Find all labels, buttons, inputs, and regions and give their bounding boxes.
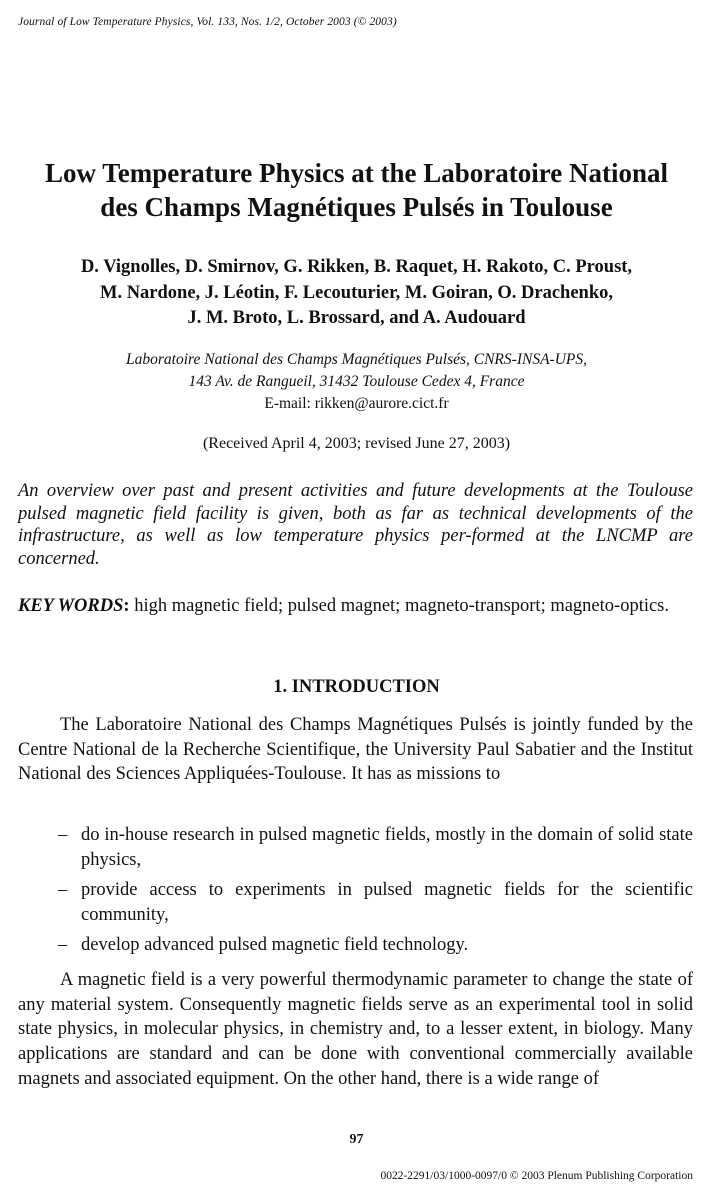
affiliation-line-1: Laboratoire National des Champs Magnétiques Pulsés, CNRS-INSA-UPS, <box>126 351 587 368</box>
keywords <box>18 595 693 619</box>
list-dash: – <box>58 825 68 845</box>
mission-text: do in-house research in pulsed magnetic fields, mostly in the domain of solid state physics, <box>81 825 693 870</box>
affiliation-line-2: 143 Av. de Rangueil, 31432 Toulouse Cedex 4, France <box>188 373 525 390</box>
author-line-3: J. M. Broto, L. Brossard, and A. Audouard <box>187 308 526 328</box>
list-dash: – <box>58 879 68 900</box>
author-line-2: M. Nardone, J. Léotin, F. Lecouturier, M. Goiran, O. Drachenko, <box>99 282 613 303</box>
paper-title <box>0 156 713 224</box>
keywords-text: high magnetic field; pulsed magnet; magneto-transport; magneto-optics. <box>129 596 670 616</box>
keywords-colon: : <box>123 596 130 616</box>
mission-item <box>58 823 693 872</box>
intro-paragraph-1: The Laboratoire National des Champs Magnétiques Pulsés is jointly funded by the Centre National de la Recherche Scientifique, the University Paul Sabatier and the Institut National des Sciences Appliquées-Toulouse. It has as missions to <box>18 715 693 785</box>
received-dates: (Received April 4, 2003; revised June 27, 2003) <box>202 435 511 452</box>
intro-paragraph-2: A magnetic field is a very powerful thermodynamic parameter to change the state of any material system. Consequently magnetic fields serve as an experimental tool in solid state physics, in molecular physics, in chemistry and, to a lesser extent, in biology. Many applications are standard and can be done with conventional commercially available magnets and associated equipment. On the other hand, there is a wide range of <box>18 970 693 1089</box>
abstract: An overview over past and present activities and future developments at the Toulouse pulsed magnetic field facility is given, both as far as technical developments of the infrastructure, as well as low temperature physics per-formed at the LNCMP are concerned. <box>18 481 693 569</box>
journal-citation: Journal of Low Temperature Physics, Vol. 133, Nos. 1/2, October 2003 (© 2003) <box>18 16 397 28</box>
mission-list <box>58 823 693 963</box>
section-heading-introduction: 1. INTRODUCTION <box>273 677 440 697</box>
author-line-1: D. Vignolles, D. Smirnov, G. Rikken, B. Raquet, H. Rakoto, C. Proust, <box>80 257 633 277</box>
author-list <box>0 255 713 332</box>
page-number: 97 <box>349 1132 364 1147</box>
affiliation-block <box>0 349 713 415</box>
list-dash: – <box>58 934 68 955</box>
contact-email: E-mail: rikken@aurore.cict.fr <box>264 395 449 412</box>
mission-item <box>58 933 693 958</box>
paper-title-line-1: Low Temperature Physics at the Laboratoire National <box>45 158 668 188</box>
mission-text: develop advanced pulsed magnetic field technology. <box>81 934 469 955</box>
mission-text: provide access to experiments in pulsed magnetic fields for the scientific community, <box>81 879 693 925</box>
paper-title-line-2: des Champs Magnétiques Pulsés in Toulouse <box>100 192 613 222</box>
mission-item <box>58 878 693 927</box>
copyright-notice: 0022-2291/03/1000-0097/0 © 2003 Plenum Publishing Corporation <box>380 1170 693 1182</box>
keywords-label: KEY WORDS <box>18 596 124 616</box>
